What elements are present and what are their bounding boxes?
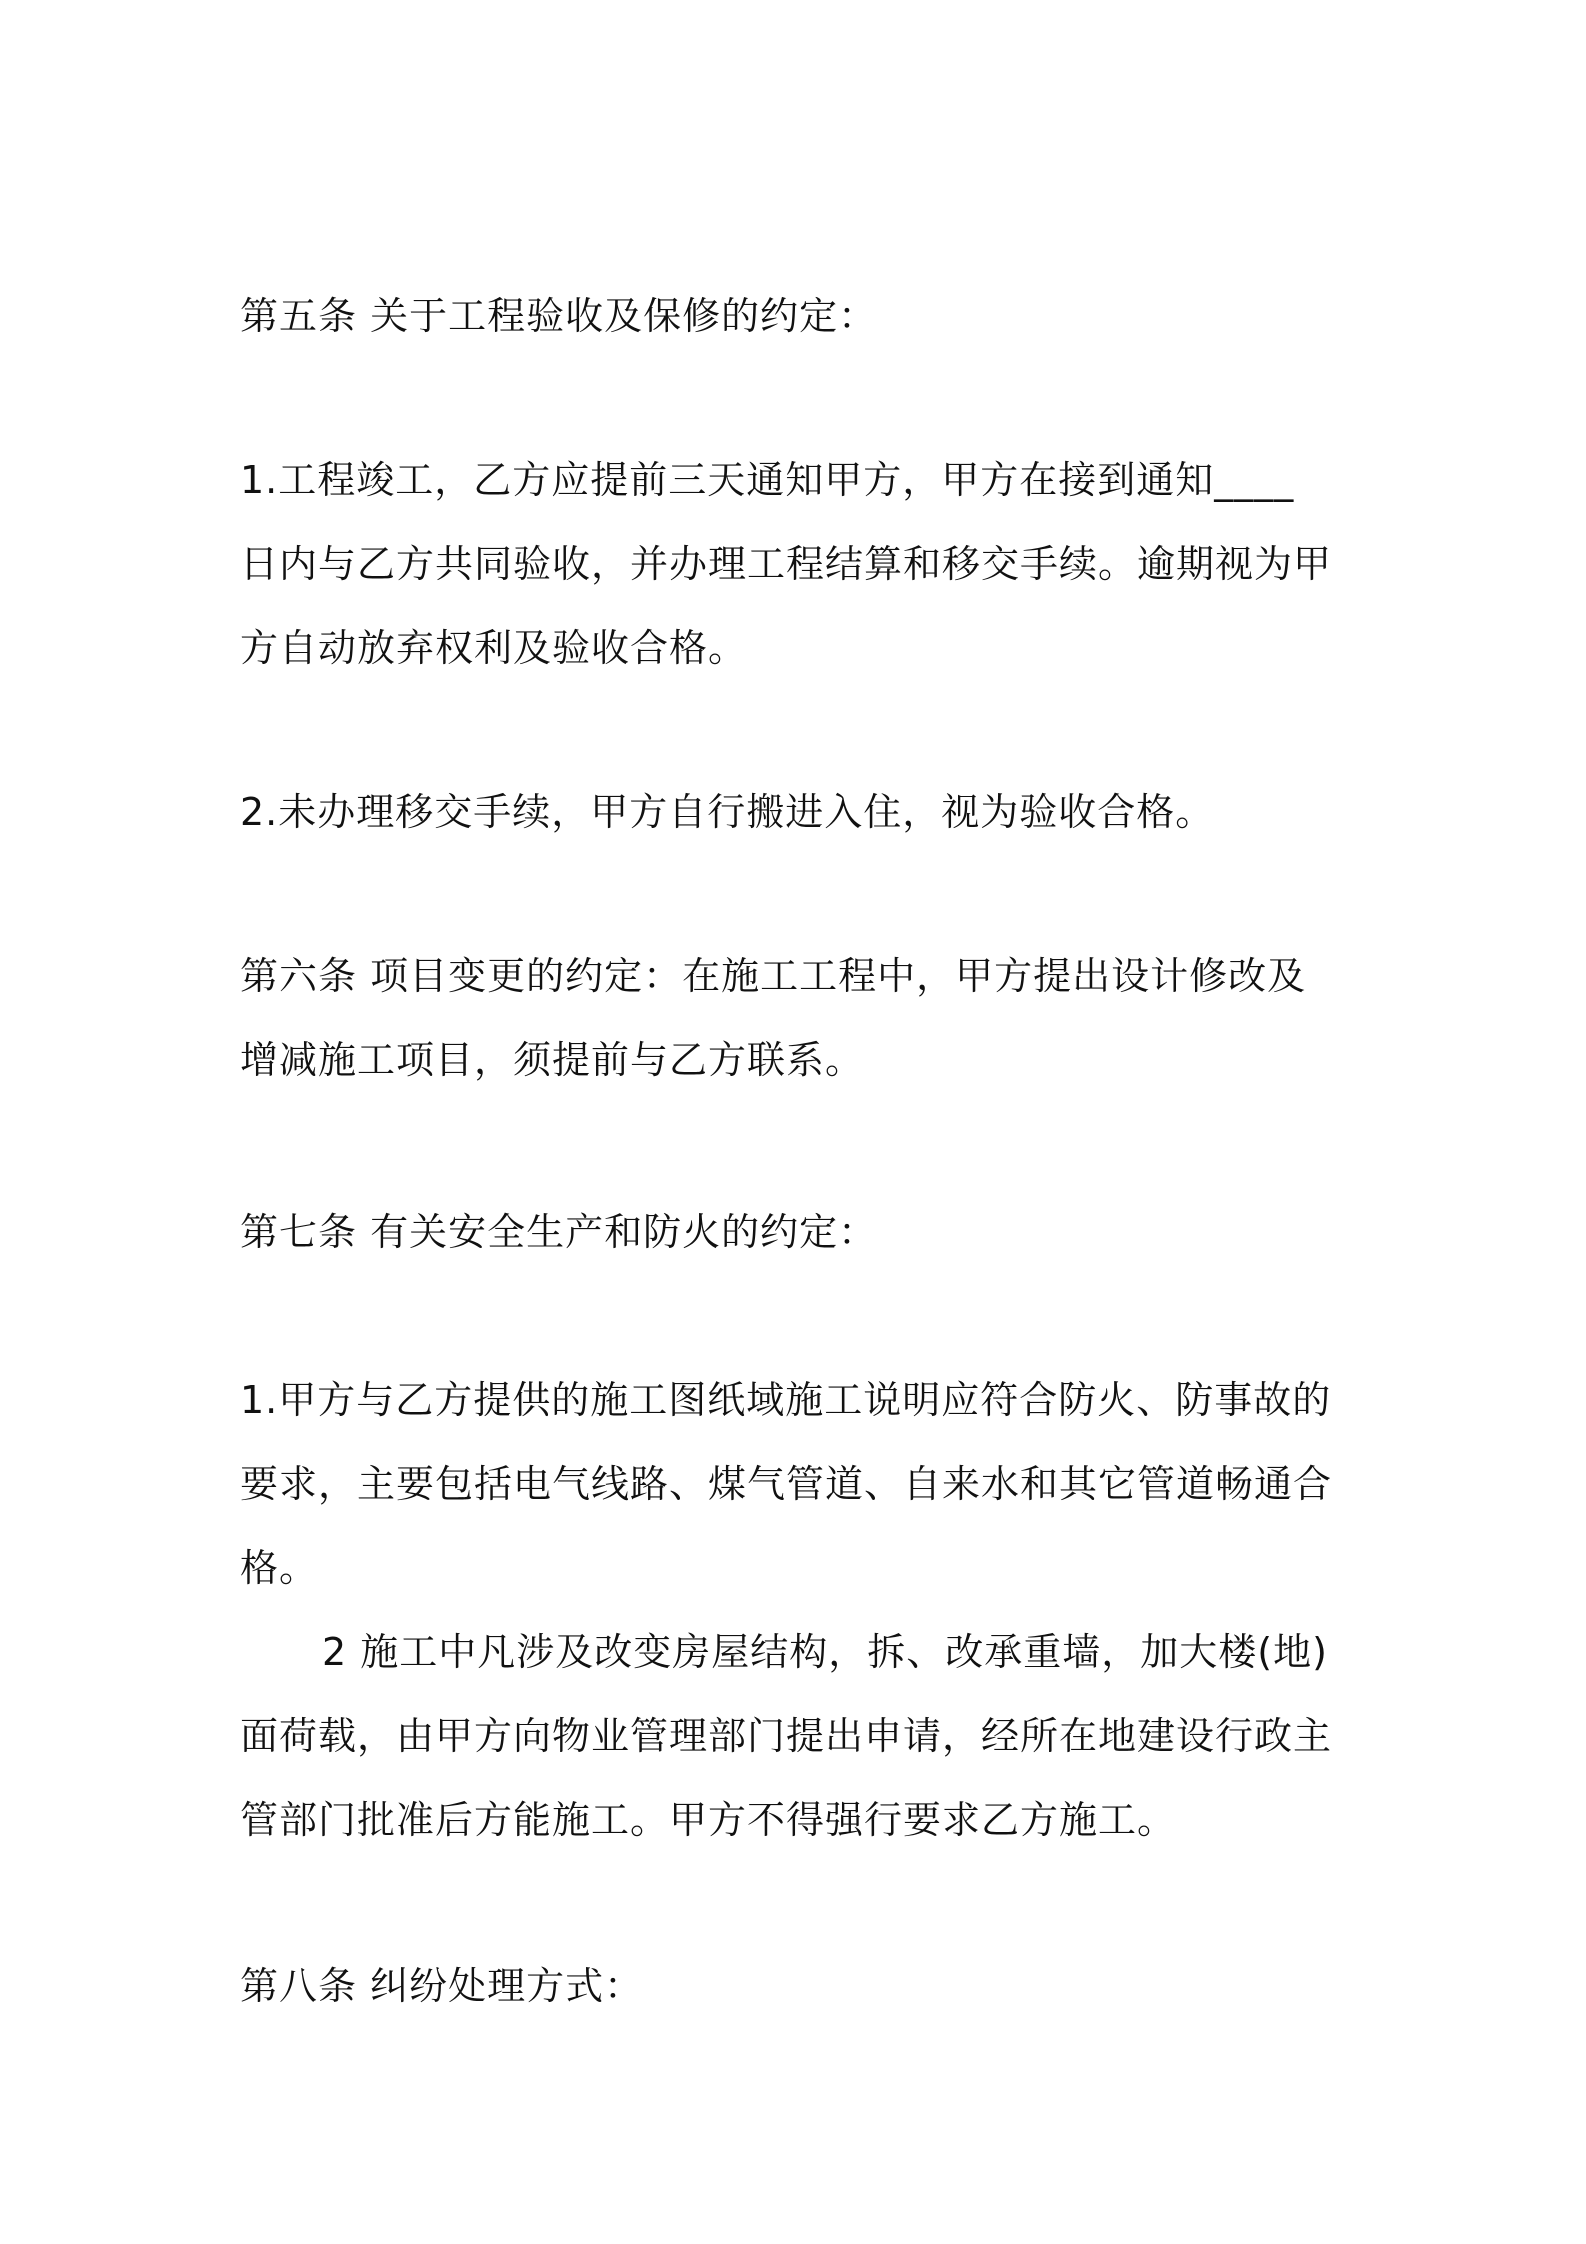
article-7-title: 第七条 有关安全生产和防火的约定： xyxy=(240,1210,878,1254)
article-7-item-1-line-3: 格。 xyxy=(240,1546,319,1590)
article-7-item-1-line-2: 要求，主要包括电气线路、煤气管道、自来水和其它管道畅通合 xyxy=(240,1462,1333,1506)
article-6-line-2: 增减施工项目，须提前与乙方联系。 xyxy=(240,1038,865,1082)
article-7-item-2-line-2: 面荷载，由甲方向物业管理部门提出申请，经所在地建设行政主 xyxy=(240,1714,1333,1758)
article-5-item-1-line-2: 日内与乙方共同验收，并办理工程结算和移交手续。逾期视为甲 xyxy=(240,542,1333,586)
article-6-line-1: 第六条 项目变更的约定：在施工工程中，甲方提出设计修改及 xyxy=(240,954,1307,998)
article-5-item-1-line-1: 1.工程竣工，乙方应提前三天通知甲方，甲方在接到通知____ xyxy=(240,458,1295,502)
article-8-title: 第八条 纠纷处理方式： xyxy=(240,1964,644,2008)
article-5-item-2: 2.未办理移交手续，甲方自行搬进入住，视为验收合格。 xyxy=(240,790,1215,834)
article-7-item-1-line-1: 1.甲方与乙方提供的施工图纸域施工说明应符合防火、防事故的 xyxy=(240,1378,1332,1422)
article-5-item-1-line-3: 方自动放弃权利及验收合格。 xyxy=(240,626,748,670)
article-7-item-2-line-3: 管部门批准后方能施工。甲方不得强行要求乙方施工。 xyxy=(240,1798,1177,1842)
article-5-title: 第五条 关于工程验收及保修的约定： xyxy=(240,294,878,338)
article-7-item-2-line-1: 2 施工中凡涉及改变房屋结构，拆、改承重墙，加大楼(地) xyxy=(322,1630,1328,1674)
